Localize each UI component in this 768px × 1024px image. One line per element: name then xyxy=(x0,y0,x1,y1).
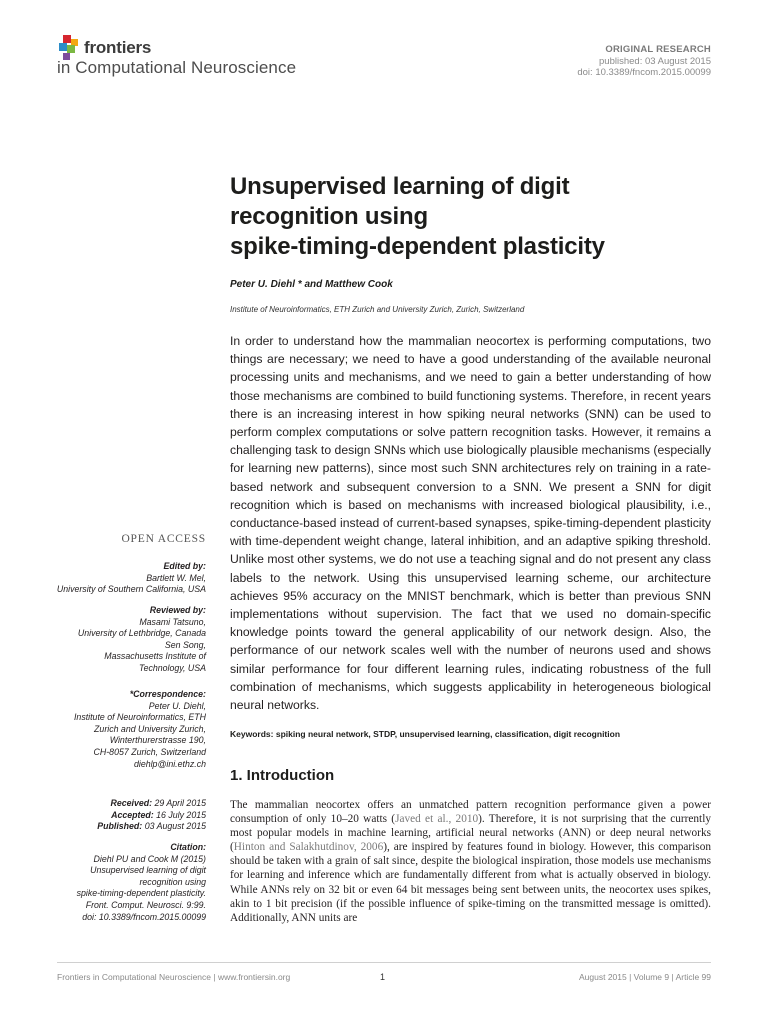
published-date-sidebar: 03 August 2015 xyxy=(144,821,206,832)
citation-line: Unsupervised learning of digit xyxy=(90,865,206,876)
citation-link[interactable]: Javed et al., 2010 xyxy=(395,813,479,826)
title-line: recognition using xyxy=(230,203,428,230)
keywords-text: spiking neural network, STDP, unsupervised learning, classification, digit recognition xyxy=(275,729,621,739)
edited-by-block xyxy=(57,561,206,596)
published-date: published: 03 August 2015 xyxy=(599,55,711,67)
intro-text: ), are inspired by features found in biology. However, this comparison should be taken with a grain of salt since, despite the biological inspiration, those models use mechanisms for learning and inference which are fundamentally different from what is actually observed in biology. While ANNs rely on 32 bit or even 64 bit messages being sent between units, the neocortex uses spikes, akin to 1 bit precision (if the possible influence of spike-timing on the transmitted message is omitted). Additionally, ANN units are xyxy=(230,841,711,924)
correspondence-line: Winterthurerstrasse 190, xyxy=(109,735,206,746)
accepted-date: 16 July 2015 xyxy=(156,809,206,820)
citation-line: Front. Comput. Neurosci. 9:99. xyxy=(85,899,206,910)
dates-block xyxy=(97,798,206,833)
intro-text: The mammalian neocortex offers an unmatched pattern recognition performance given a power consumption of only 10–20 watts ( xyxy=(230,799,711,826)
correspondence-line: Zurich and University Zurich, xyxy=(94,723,206,734)
reviewed-line: Massachusetts Institute of xyxy=(104,651,206,662)
article-type: ORIGINAL RESEARCH xyxy=(605,44,711,55)
citation-line: recognition using xyxy=(139,876,206,887)
open-access-label: OPEN ACCESS xyxy=(121,533,206,545)
footer-issue: August 2015 | Volume 9 | Article 99 xyxy=(579,972,711,982)
published-row xyxy=(97,821,206,833)
affiliation: Institute of Neuroinformatics, ETH Zurich and University Zurich, Zurich, Switzerland xyxy=(230,305,525,314)
page-number: 1 xyxy=(380,972,386,982)
citation-link[interactable]: Hinton and Salakhutdinov, 2006 xyxy=(233,841,384,854)
reviewed-line: University of Lethbridge, Canada xyxy=(77,628,206,639)
correspondence-block xyxy=(74,689,206,770)
article-meta xyxy=(577,44,711,79)
title-line: spike-timing-dependent plasticity xyxy=(230,233,605,260)
received-label: Received: xyxy=(110,798,153,808)
reviewed-line: Technology, USA xyxy=(139,662,206,673)
received-date: 29 April 2015 xyxy=(154,798,206,808)
reviewed-line: Masami Tatsuno, xyxy=(139,616,206,627)
correspondence-line: Institute of Neuroinformatics, ETH xyxy=(73,712,206,723)
correspondence-email[interactable]: diehlp@ini.ethz.ch xyxy=(133,758,206,769)
intro-text: ). Therefore, it is not surprising that the currently most popular models in machine learning, artificial neural networks (ANN) or deep neural networks ( xyxy=(230,813,711,854)
article-title xyxy=(230,172,690,262)
citation-line: Diehl PU and Cook M (2015) xyxy=(93,853,206,864)
accepted-label: Accepted: xyxy=(111,809,154,820)
accepted-row xyxy=(97,810,206,822)
section-heading: 1. Introduction xyxy=(230,767,335,784)
citation-block xyxy=(77,842,206,923)
journal-name: in Computational Neuroscience xyxy=(57,58,297,77)
reviewed-by-block xyxy=(78,605,206,675)
citation-line: spike-timing-dependent plasticity. xyxy=(76,888,206,899)
edited-line: University of Southern California, USA xyxy=(56,584,206,595)
keywords xyxy=(230,729,620,739)
correspondence-line: CH-8057 Zurich, Switzerland xyxy=(93,746,206,757)
correspondence-line: Peter U. Diehl, xyxy=(148,700,206,711)
published-label: Published: xyxy=(97,821,143,832)
citation-doi[interactable]: doi: 10.3389/fncom.2015.00099 xyxy=(82,911,206,922)
reviewed-line: Sen Song, xyxy=(164,639,206,650)
citation-label: Citation: xyxy=(170,842,206,852)
footer-journal[interactable]: Frontiers in Computational Neuroscience | www.frontiersin.org xyxy=(57,972,291,982)
abstract: In order to understand how the mammalian neocortex is performing computations, two things are necessary; we need to have a good understanding of the available neuronal processing units and mechanisms, and we need to gain a better understanding of how those mechanisms are combined to build functioning systems. Therefore, in recent years there is an increasing interest in how spiking neural networks (SNN) can be used to perform complex computations or solve pattern recognition tasks. However, it remains a challenging task to design SNNs which use biologically plausible mechanisms (especially for learning new patterns), since most such SNN architectures rely on training in a rate-based network and subsequent conversion to a SNN. We present a SNN for digit recognition which is based on mechanisms with increased biological plausibility, i.e., conductance-based instead of current-based synapses, spike-timing-dependent plasticity with time-dependent weight change, lateral inhibition, and an adaptive spiking threshold. Unlike most other systems, we do not use a teaching signal and do not present any class labels to the network. Using this unsupervised learning scheme, our architecture achieves 95% accuracy on the MNIST benchmark, which is better than previous SNN implementations without supervision. The fact that we used no domain-specific knowledge points toward the general applicability of our network design. Also, the performance of our network scales well with the number of neurons used and shows similar performance for four different learning rules, indicating robustness of the full combination of mechanisms, which suggests applicability in heterogeneous biological neural networks. xyxy=(230,334,711,713)
edited-line: Bartlett W. Mel, xyxy=(146,572,206,583)
correspondence-label: *Correspondence: xyxy=(129,689,206,699)
received-row xyxy=(97,798,206,810)
doi[interactable]: doi: 10.3389/fncom.2015.00099 xyxy=(577,67,711,78)
title-line: Unsupervised learning of digit xyxy=(230,173,570,200)
authors: Peter U. Diehl * and Matthew Cook xyxy=(230,279,393,290)
edited-label: Edited by: xyxy=(163,561,206,571)
intro-paragraph xyxy=(230,798,711,925)
reviewed-label: Reviewed by: xyxy=(149,605,206,615)
brand-name: frontiers xyxy=(84,38,152,57)
footer-divider xyxy=(57,962,711,963)
keywords-label: Keywords: xyxy=(230,729,274,739)
